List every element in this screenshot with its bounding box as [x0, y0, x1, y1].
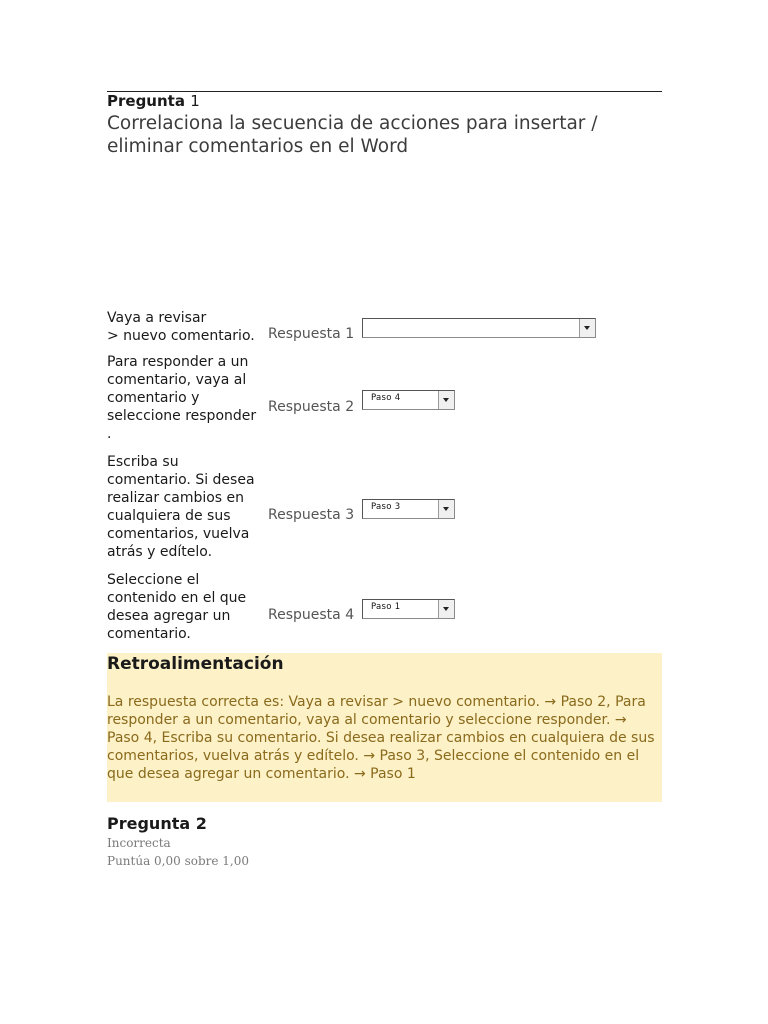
question-1-heading	[107, 92, 200, 110]
match-stem-4: Seleccione el contenido en el que desea agregar un comentario.	[107, 572, 247, 642]
match-stem-1: Vaya a revisar > nuevo comentario.	[107, 310, 255, 344]
answer-select-4-value: Paso 1	[371, 602, 401, 612]
question-1-number: 1	[190, 92, 200, 110]
answer-label-2: Respuesta 2	[268, 399, 355, 415]
feedback-panel	[107, 653, 662, 802]
feedback-text: La respuesta correcta es: Vaya a revisar > nuevo comentario. → Paso 2, Para responder a un comentario, vaya al comentario y seleccione responder. → Paso 4, Escriba su comentario. Si desea realizar cambios en cualquiera de sus comentarios, vuelva atrás y edítelo. → Paso 3, Seleccione el contenido en el que desea agregar un comentario. → Paso 1	[107, 694, 655, 782]
question-2-score: Puntúa 0,00 sobre 1,00	[107, 854, 250, 868]
answer-select-2-value: Paso 4	[371, 393, 401, 403]
match-stem-2: Para responder a un comentario, vaya al comentario y seleccione responder .	[107, 354, 257, 442]
question-1-label: Pregunta	[107, 92, 185, 110]
match-stem-3: Escriba su comentario. Si desea realizar cambios en cualquiera de sus comentarios, vuelva atrás y edítelo.	[107, 454, 255, 560]
match-row-3	[107, 453, 527, 560]
answer-select-4[interactable]	[362, 599, 455, 619]
match-row-2	[107, 353, 527, 442]
dropdown-arrow-icon	[579, 319, 595, 337]
question-1-text: Correlaciona la secuencia de acciones para insertar / eliminar comentarios en el Word	[107, 113, 598, 157]
answer-select-2[interactable]	[362, 390, 455, 410]
question-2-heading: Pregunta 2	[107, 814, 207, 833]
answer-label-4: Respuesta 4	[268, 607, 355, 623]
feedback-title: Retroalimentación	[107, 654, 284, 674]
dropdown-arrow-icon	[438, 600, 454, 618]
answer-select-3[interactable]	[362, 499, 455, 519]
answer-label-1: Respuesta 1	[268, 326, 355, 342]
match-row-4	[107, 571, 527, 642]
dropdown-arrow-icon	[438, 391, 454, 409]
answer-select-3-value: Paso 3	[371, 502, 401, 512]
match-row-1	[107, 309, 527, 349]
answer-select-1[interactable]	[362, 318, 596, 338]
answer-label-3: Respuesta 3	[268, 507, 355, 523]
dropdown-arrow-icon	[438, 500, 454, 518]
question-2-status: Incorrecta	[107, 836, 171, 850]
